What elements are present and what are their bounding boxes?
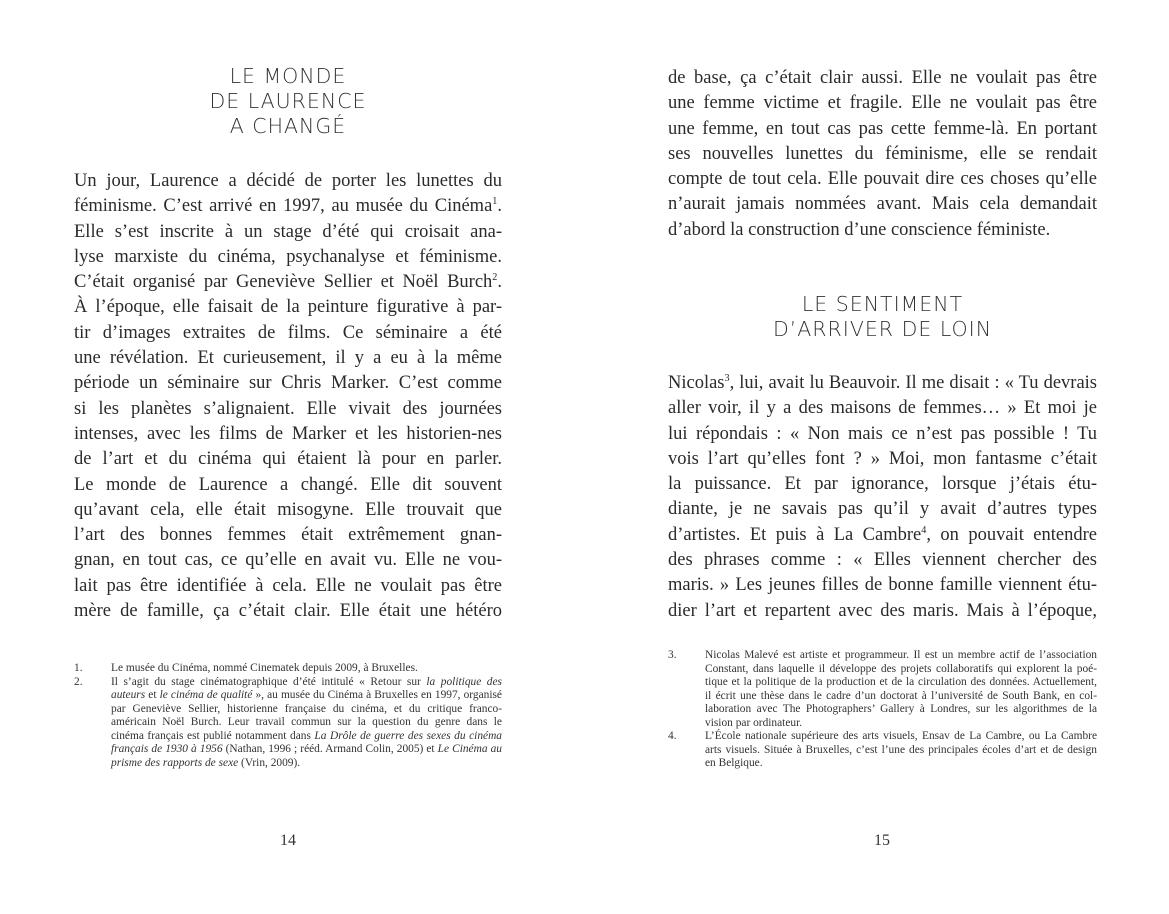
text-line: Le monde de Laurence a changé. Elle dit souvent bbox=[74, 474, 502, 495]
footnote-text bbox=[111, 662, 502, 676]
text-line: À l’époque, elle faisait de la peinture figurative à par- bbox=[74, 297, 502, 318]
text-line: si les planètes s’alignaient. Elle vivait des journées bbox=[74, 398, 502, 419]
footnote bbox=[74, 676, 502, 771]
text-line: de base, ça c’était clair aussi. Elle ne voulait pas être bbox=[668, 68, 1097, 88]
heading-line: A CHANGÉ bbox=[229, 114, 347, 138]
footnote-number: 3. bbox=[668, 649, 677, 661]
heading-line: LE SENTIMENT bbox=[801, 292, 964, 316]
text-line: lait pas être identifiée à cela. Elle ne voulait pas être bbox=[74, 575, 502, 596]
footnote-line: vision par ordinateur. bbox=[705, 716, 803, 729]
footnote-line: américain Noël Burch. Leur travail commun sur la question du genre dans le bbox=[111, 716, 502, 728]
footnote-text bbox=[705, 649, 1097, 730]
text-line: ses nouvelles lunettes du féminisme, elle se rendait bbox=[668, 143, 1097, 164]
footnote bbox=[668, 730, 1097, 771]
footnote-line: prisme des rapports de sexe (Vrin, 2009). bbox=[111, 756, 301, 769]
text-line: maris. » Les jeunes filles de bonne famille viennent étu- bbox=[668, 575, 1097, 596]
chapter-heading-right bbox=[668, 292, 1097, 342]
heading-line: D’ARRIVER DE LOIN bbox=[772, 317, 993, 341]
footnote-line: auteurs et le cinéma de qualité », au musée du Cinéma à Bruxelles en 1997, organisé bbox=[111, 689, 502, 701]
footnote-line: il écrit une thèse dans le cadre d’un doctorat à l’université de South Bank, en col- bbox=[705, 689, 1097, 702]
text-line: lyse marxiste du cinéma, psychanalyse et féminisme. bbox=[74, 246, 502, 267]
footnote-line: par Geneviève Sellier, historienne française du cinéma, et du critique franco- bbox=[111, 702, 502, 715]
page-number-left: 14 bbox=[280, 832, 296, 849]
body-text-right-continued bbox=[668, 66, 1097, 243]
footnote-ref: 4 bbox=[921, 524, 927, 536]
text-line: la puissance. Et par ignorance, lorsque j’étais étu- bbox=[668, 474, 1097, 495]
text-line: lui répondais : « Non mais ce n’est pas possible ! Tu bbox=[668, 423, 1097, 444]
footnote-line: Il s’agit du stage cinématographique d’été intitulé « Retour sur la politique des bbox=[111, 675, 502, 688]
footnote-line: en Belgique. bbox=[705, 757, 763, 769]
text-line: qu’avant cela, elle était misogyne. Elle trouvait que bbox=[74, 499, 502, 520]
text-line: féminisme. C’est arrivé en 1997, au musée du Cinéma$^1$. bbox=[74, 196, 502, 217]
text-line: mère de famille, ça c’était clair. Elle était une hétéro bbox=[74, 601, 502, 622]
heading-line: DE LAURENCE bbox=[209, 89, 367, 113]
body-text-right bbox=[668, 371, 1097, 624]
footnote-line: L’École nationale supérieure des arts visuels, Ensav de La Cambre, ou La Cambre bbox=[705, 730, 1097, 742]
text-line: Nicolas$^3$, lui, avait lu Beauvoir. Il me disait : « Tu devrais bbox=[668, 372, 1097, 393]
footnote bbox=[668, 649, 1097, 730]
heading-line: LE MONDE bbox=[229, 64, 347, 88]
text-line: une révélation. Et curieusement, il y a eu à la même bbox=[74, 348, 502, 369]
footnote-ref: 2 bbox=[492, 272, 498, 284]
footnote-line: Nicolas Malevé est artiste et programmeur. Il est un membre actif de l’association bbox=[705, 649, 1097, 661]
text-line: d’abord la construction d’une conscience féministe. bbox=[668, 219, 1051, 240]
footnote-line: Le musée du Cinéma, nommé Cinematek depuis 2009, à Bruxelles. bbox=[111, 662, 418, 674]
footnote-line: Constant, dans laquelle il développe des projets collaboratifs qui explorent la poé- bbox=[705, 662, 1097, 675]
text-line: période un séminaire sur Chris Marker. C’est comme bbox=[74, 373, 502, 394]
chapter-heading-left bbox=[74, 64, 502, 139]
text-line: de l’art et du cinéma qui étaient là pour en parler. bbox=[74, 449, 502, 470]
footnote-number: 2. bbox=[74, 675, 83, 688]
text-line: n’aurait jamais nommées avant. Mais cela demandait bbox=[668, 194, 1097, 215]
footnote-line: français de 1930 à 1956 (Nathan, 1996 ; rééd. Armand Colin, 2005) et Le Cinéma au bbox=[111, 743, 502, 755]
text-line: Elle s’est inscrite à un stage d’été qui croisait ana- bbox=[74, 221, 502, 242]
footnote-line: arts visuels. Située à Bruxelles, c’est l’une des principales écoles d’art et de design bbox=[705, 743, 1097, 756]
footnotes-right bbox=[668, 649, 1097, 771]
footnotes-left bbox=[74, 662, 502, 770]
text-line: une femme victime et fragile. Elle ne voulait pas être bbox=[668, 93, 1097, 114]
footnote-text bbox=[111, 676, 502, 771]
footnote-ref: 3 bbox=[724, 372, 730, 384]
footnote-line: cinéma français est publié notamment dans La Drôle de guerre des sexes du cinéma bbox=[111, 729, 502, 742]
footnote-number: 1. bbox=[74, 662, 83, 674]
page-number-right: 15 bbox=[874, 832, 890, 849]
footnote-line: laboration avec The Photographers’ Gallery à Londres, sur les algorithmes de la bbox=[705, 703, 1097, 715]
footnote bbox=[74, 662, 502, 676]
footnote-number: 4. bbox=[668, 730, 677, 742]
body-text-left bbox=[74, 169, 502, 624]
text-line: aller voir, il y a des maisons de femmes… » Et moi je bbox=[668, 398, 1097, 419]
right-page bbox=[585, 0, 1169, 914]
text-line: C’était organisé par Geneviève Sellier et Noël Burch$^2$. bbox=[74, 272, 502, 293]
left-page bbox=[0, 0, 584, 914]
text-line: diante, je ne savais pas qu’il y avait d’autres types bbox=[668, 499, 1097, 520]
footnote-text bbox=[705, 730, 1097, 771]
text-line: compte de tout cela. Elle pouvait dire ces choses qu’elle bbox=[668, 169, 1097, 190]
text-line: l’art des bonnes femmes était extrêmement gnan- bbox=[74, 525, 502, 546]
text-line: intenses, avec les films de Marker et les historien-nes bbox=[74, 423, 502, 444]
text-line: gnan, en tout cas, ce qu’elle en avait vu. Elle ne vou- bbox=[74, 550, 502, 571]
text-line: dier l’art et repartent avec des maris. Mais à l’époque, bbox=[668, 600, 1097, 621]
footnote-ref: 1 bbox=[492, 196, 498, 208]
text-line: tir d’images extraites de films. Ce séminaire a été bbox=[74, 322, 502, 343]
text-line: des phrases comme : « Elles viennent chercher des bbox=[668, 550, 1097, 571]
footnote-line: tique et la politique de la production et de la circulation des données. Actuellement, bbox=[705, 676, 1097, 688]
text-line: une femme, en tout cas pas cette femme-là. En portant bbox=[668, 118, 1097, 139]
text-line: Un jour, Laurence a décidé de porter les lunettes du bbox=[74, 171, 502, 191]
text-line: vois l’art qu’elles font ? » Moi, mon fantasme c’était bbox=[668, 448, 1097, 469]
text-line: d’artistes. Et puis à La Cambre$^4$, on pouvait entendre bbox=[668, 524, 1097, 545]
